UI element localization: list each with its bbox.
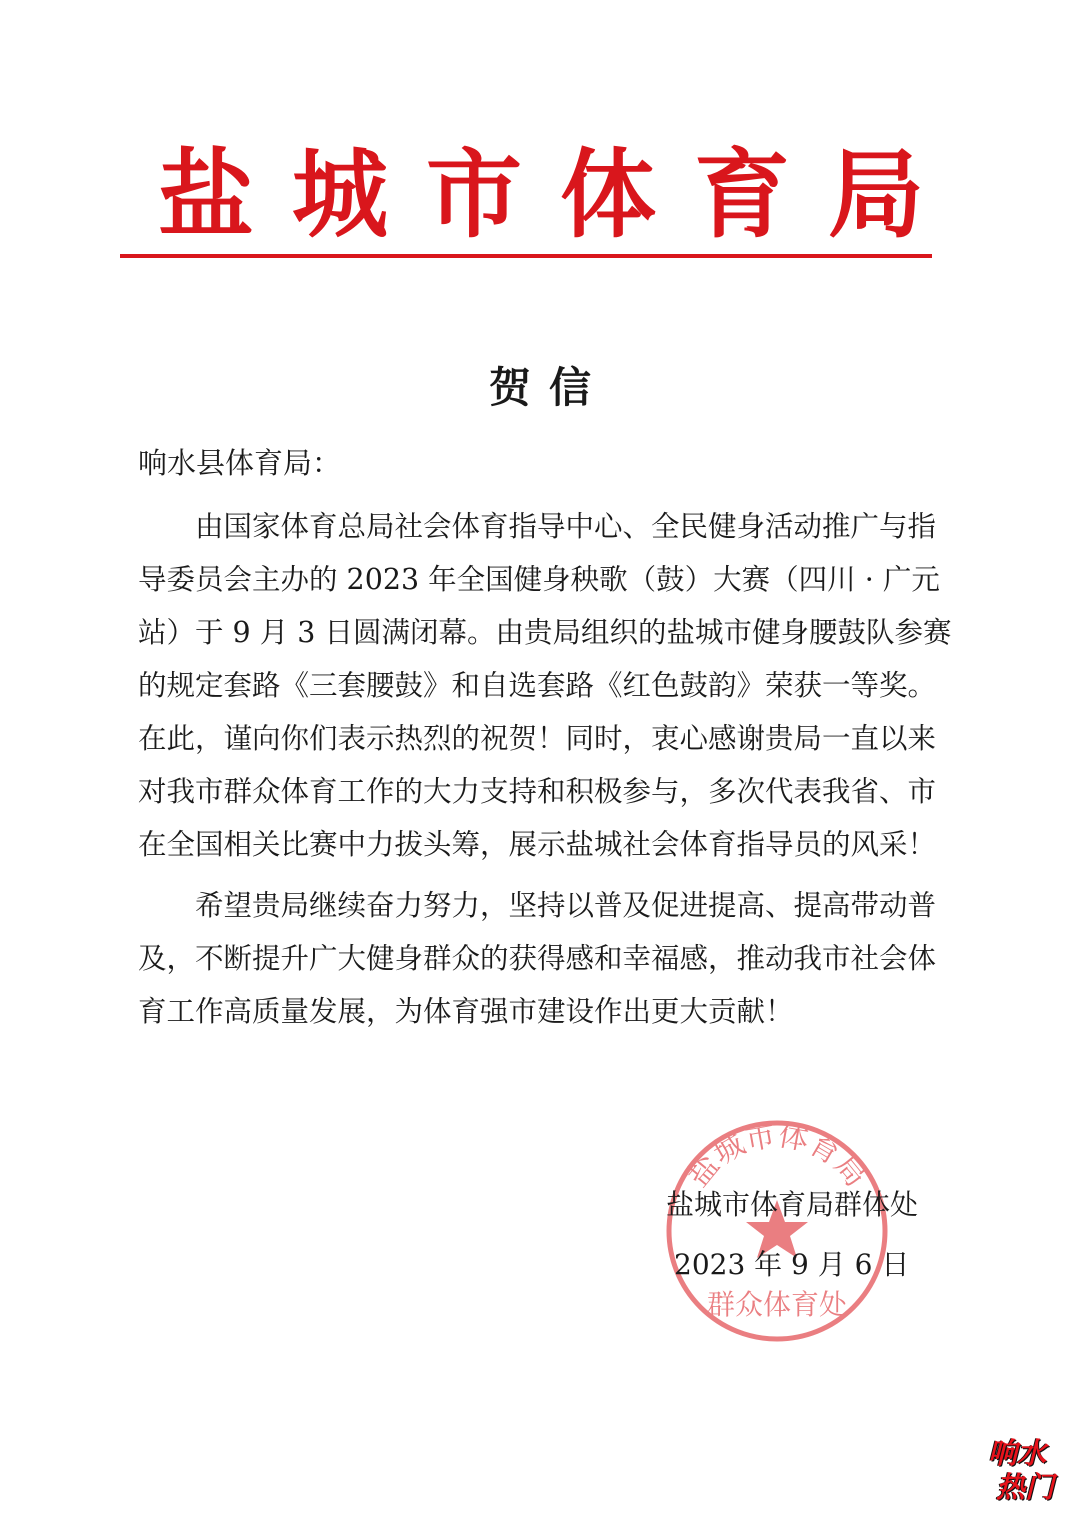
body-line: 及，不断提升广大健身群众的获得感和幸福感，推动我市社会体 (138, 942, 937, 975)
watermark-logo (988, 1436, 1066, 1516)
paragraph-1 (138, 500, 952, 871)
letterhead-red-rule (120, 254, 932, 258)
paragraph-2 (138, 879, 937, 1038)
seal-text-top: 盐城市体育局 (680, 1118, 874, 1194)
body-line: 对我市群众体育工作的大力支持和积极参与，多次代表我省、市 (138, 775, 937, 808)
watermark-line-2: 热门 (996, 1470, 1055, 1504)
body-line: 的规定套路《三套腰鼓》和自选套路《红色鼓韵》荣获一等奖。 (138, 669, 937, 702)
body-line: 在全国相关比赛中力拔头筹，展示盐城社会体育指导员的风采！ (138, 828, 937, 861)
signature-block (666, 1175, 918, 1295)
watermark-line-1: 响水 (988, 1436, 1047, 1470)
signature-date: 2023 年 9 月 6 日 (674, 1248, 910, 1281)
signature-org: 盐城市体育局群体处 (666, 1188, 919, 1221)
letter-title: 贺信 (488, 363, 609, 412)
body-line: 导委员会主办的 2023 年全国健身秧歌（鼓）大赛（四川 · 广元 (138, 563, 940, 596)
salutation: 响水县体育局： (138, 446, 342, 480)
body-line: 站）于 9 月 3 日圆满闭幕。由贵局组织的盐城市健身腰鼓队参赛 (138, 616, 952, 649)
letter-body (138, 500, 952, 1038)
body-line: 由国家体育总局社会体育指导中心、全民健身活动推广与指 (138, 510, 937, 543)
body-line: 希望贵局继续奋力努力，坚持以普及促进提高、提高带动普 (138, 889, 937, 922)
body-line: 育工作高质量发展，为体育强市建设作出更大贡献！ (138, 995, 794, 1028)
body-line: 在此，谨向你们表示热烈的祝贺！同时，衷心感谢贵局一直以来 (138, 722, 937, 755)
letterhead-org-name: 盐城市体育局 (158, 139, 962, 251)
seal-text-bottom: 群众体育处 (706, 1288, 848, 1321)
